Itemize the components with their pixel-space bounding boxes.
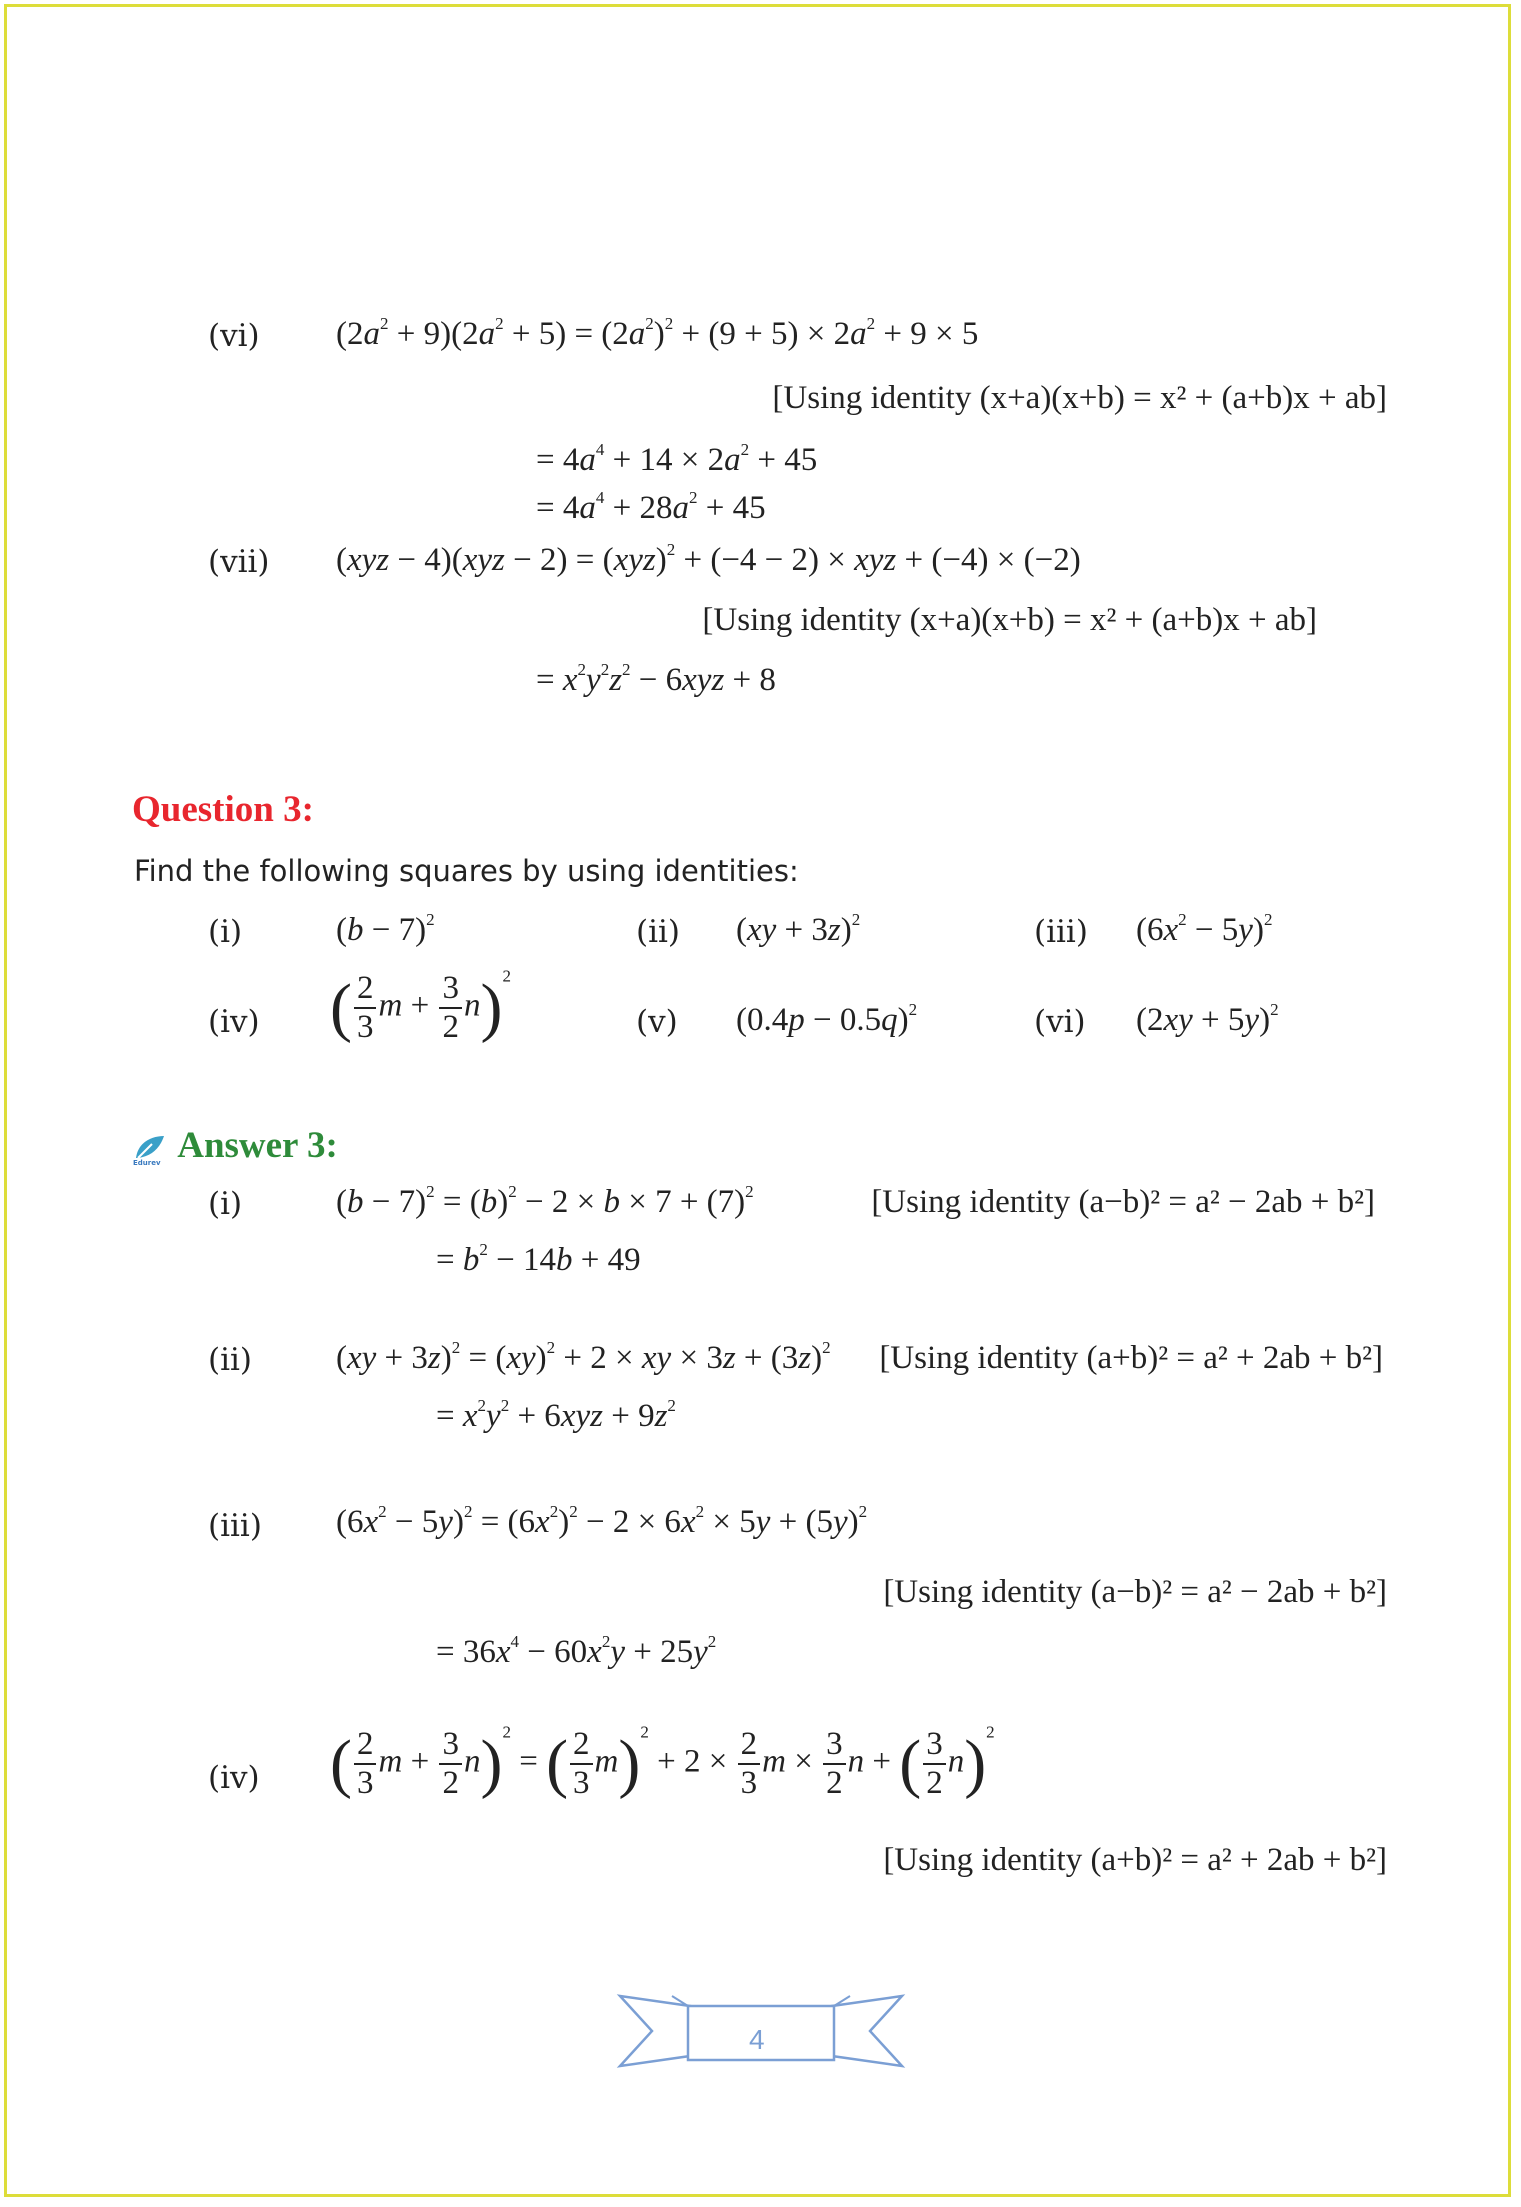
answer-iv-equation: ( $\frac{2}{3}$ m + $\frac{3}{2}$ n)$^2$ = ( $\frac{2}{3}$ m)$^2$ + 2 × $\frac{2}{3}$ m × $\frac{3}{2}$ n + ( $\frac{3}{2}$ n)$^2$ — [330, 1722, 995, 1801]
answer-heading-row — [132, 1124, 338, 1167]
answer-label-ii: (ii) — [208, 1342, 253, 1378]
part-vi-step-2: = $4a^4 + 28a^2 + 45$ — [536, 488, 766, 526]
answer-label-i: (i) — [208, 1186, 243, 1222]
part-vii-equation: (xyz − 4)(xyz − 2) = (xyz)$^2$ + (−4 − 2) × xyz + (−4) × (−2) — [336, 540, 1081, 578]
answer-iv-identity: [Using identity (a+b)² = a² + 2ab + b²] — [883, 1842, 1387, 1878]
question-label-v: (v) — [636, 1004, 678, 1040]
question-expr-vi: $(2xy + 5y)^2$ — [1136, 1000, 1279, 1038]
question-label-iv: (iv) — [208, 1004, 260, 1040]
question-prompt: Find the following squares by using identities: — [134, 854, 799, 888]
answer-label-iii: (iii) — [208, 1508, 262, 1544]
answer-heading: Answer 3: — [177, 1125, 338, 1166]
answer-label-iv: (iv) — [208, 1760, 260, 1796]
answer-iii-equation: $(6x^2 - 5y)^2 = (6x^2)^2 - 2 \times 6x^2 \times 5y + (5y)^2$ — [336, 1502, 868, 1540]
part-vii-identity: [Using identity (x+a)(x+b) = x² + (a+b)x + ab] — [702, 602, 1317, 638]
answer-ii-identity: [Using identity (a+b)² = a² + 2ab + b²] — [879, 1340, 1383, 1376]
question-label-ii: (ii) — [636, 914, 681, 950]
part-vii-step-1: = $x^2y^2z^2 - 6xyz + 8$ — [536, 660, 776, 698]
answer-i-equation: $(b - 7)^2 = (b)^2 - 2 \times b \times 7 + (7)^2$ — [336, 1182, 754, 1220]
answer-iii-step-1: = $36x^4 - 60x^2y + 25y^2$ — [436, 1632, 717, 1670]
part-vi-step-1: = $4a^4 + 14 \times 2a^2 + 45$ — [536, 440, 818, 478]
edurev-logo-icon — [132, 1132, 166, 1166]
answer-ii-step-1: = $x^2y^2 + 6xyz + 9z^2$ — [436, 1396, 676, 1434]
question-label-vi: (vi) — [1034, 1004, 1086, 1040]
answer-ii-equation: (xy + 3z)$^2$ = (xy)$^2$ + 2 × xy × $3z + (3z)^2$ — [336, 1338, 831, 1376]
answer-i-identity: [Using identity (a−b)² = a² − 2ab + b²] — [871, 1184, 1375, 1220]
question-heading: Question 3: — [132, 789, 314, 830]
question-expr-iv: ( $\frac{2}{3}$ m + $\frac{3}{2}$ n)$^2$ — [330, 966, 511, 1045]
question-label-i: (i) — [208, 914, 243, 950]
question-expr-v: $(0.4p - 0.5q)^2$ — [736, 1000, 918, 1038]
part-vi-label: (vi) — [208, 318, 260, 354]
answer-i-step-1: = $b^2 - 14b + 49$ — [436, 1240, 641, 1278]
page-number: 4 — [749, 2024, 765, 2055]
part-vii-label: (vii) — [208, 544, 270, 580]
part-vi-equation: $(2a^2 + 9)(2a^2 + 5) = (2a^2)^2 + (9 + 5) \times 2a^2 + 9 \times 5$ — [336, 314, 979, 352]
question-label-iii: (iii) — [1034, 914, 1088, 950]
question-expr-iii: $(6x^2 - 5y)^2$ — [1136, 910, 1273, 948]
part-vi-identity: [Using identity (x+a)(x+b) = x² + (a+b)x + ab] — [772, 380, 1387, 416]
svg-text:Edurev: Edurev — [133, 1158, 161, 1166]
question-expr-ii: (xy + 3z)$^2$ — [736, 910, 861, 948]
question-expr-i: $(b - 7)^2$ — [336, 910, 435, 948]
answer-iii-identity: [Using identity (a−b)² = a² − 2ab + b²] — [883, 1574, 1387, 1610]
